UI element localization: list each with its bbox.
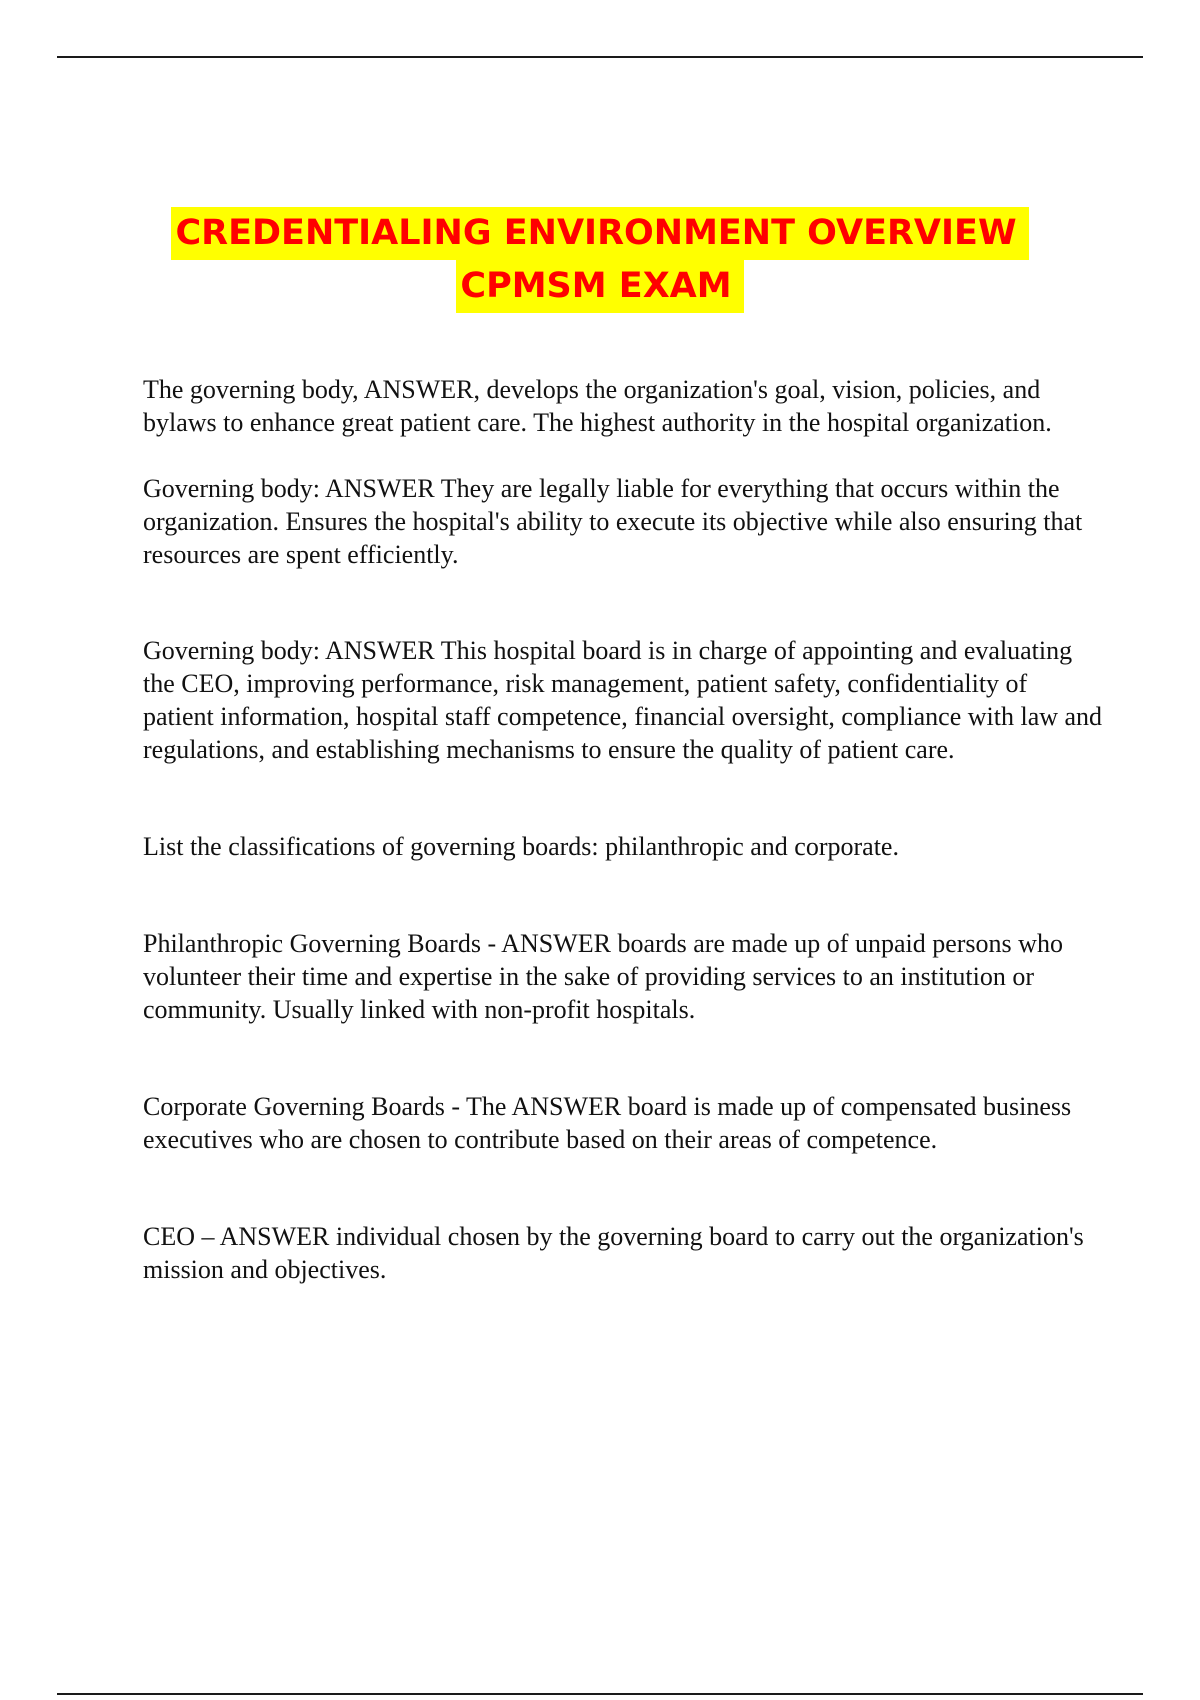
paragraph-philanthropic-boards: Philanthropic Governing Boards - ANSWER boards are made up of unpaid persons who volunteer their time and expertise in the sake of providing services to an institution or community. Usually linked with non-profit hospitals.: [143, 929, 1063, 1024]
bottom-rule: [57, 1693, 1143, 1695]
paragraph-board-classifications: List the classifications of governing boards: philanthropic and corporate.: [143, 832, 899, 861]
document-body: [143, 373, 1103, 1286]
paragraph-governing-body-liability: Governing body: ANSWER They are legally liable for everything that occurs within the organization. Ensures the hospital's ability to execute its objective while also ensuring that resources are spent efficiently.: [143, 474, 1083, 569]
paragraph-governing-body-definition: The governing body, ANSWER, develops the organization's goal, vision, policies, and bylaws to enhance great patient care. The highest authority in the hospital organization.: [143, 375, 1052, 437]
top-rule: [57, 56, 1143, 58]
paragraph-ceo: CEO – ANSWER individual chosen by the governing board to carry out the organization's mission and objectives.: [143, 1222, 1084, 1284]
title-line-1: CREDENTIALING ENVIRONMENT OVERVIEW: [171, 207, 1028, 260]
paragraph-corporate-boards: Corporate Governing Boards - The ANSWER board is made up of compensated business executives who are chosen to contribute based on their areas of competence.: [143, 1092, 1072, 1154]
paragraph-governing-body-duties: Governing body: ANSWER This hospital board is in charge of appointing and evaluating the CEO, improving performance, risk management, patient safety, confidentiality of patient information, hospital staff competence, financial oversight, compliance with law and regulations, and establishing mechanisms to ensure the quality of patient care.: [143, 636, 1103, 764]
document-title: [0, 207, 1200, 313]
title-line-2: CPMSM EXAM: [456, 260, 743, 313]
